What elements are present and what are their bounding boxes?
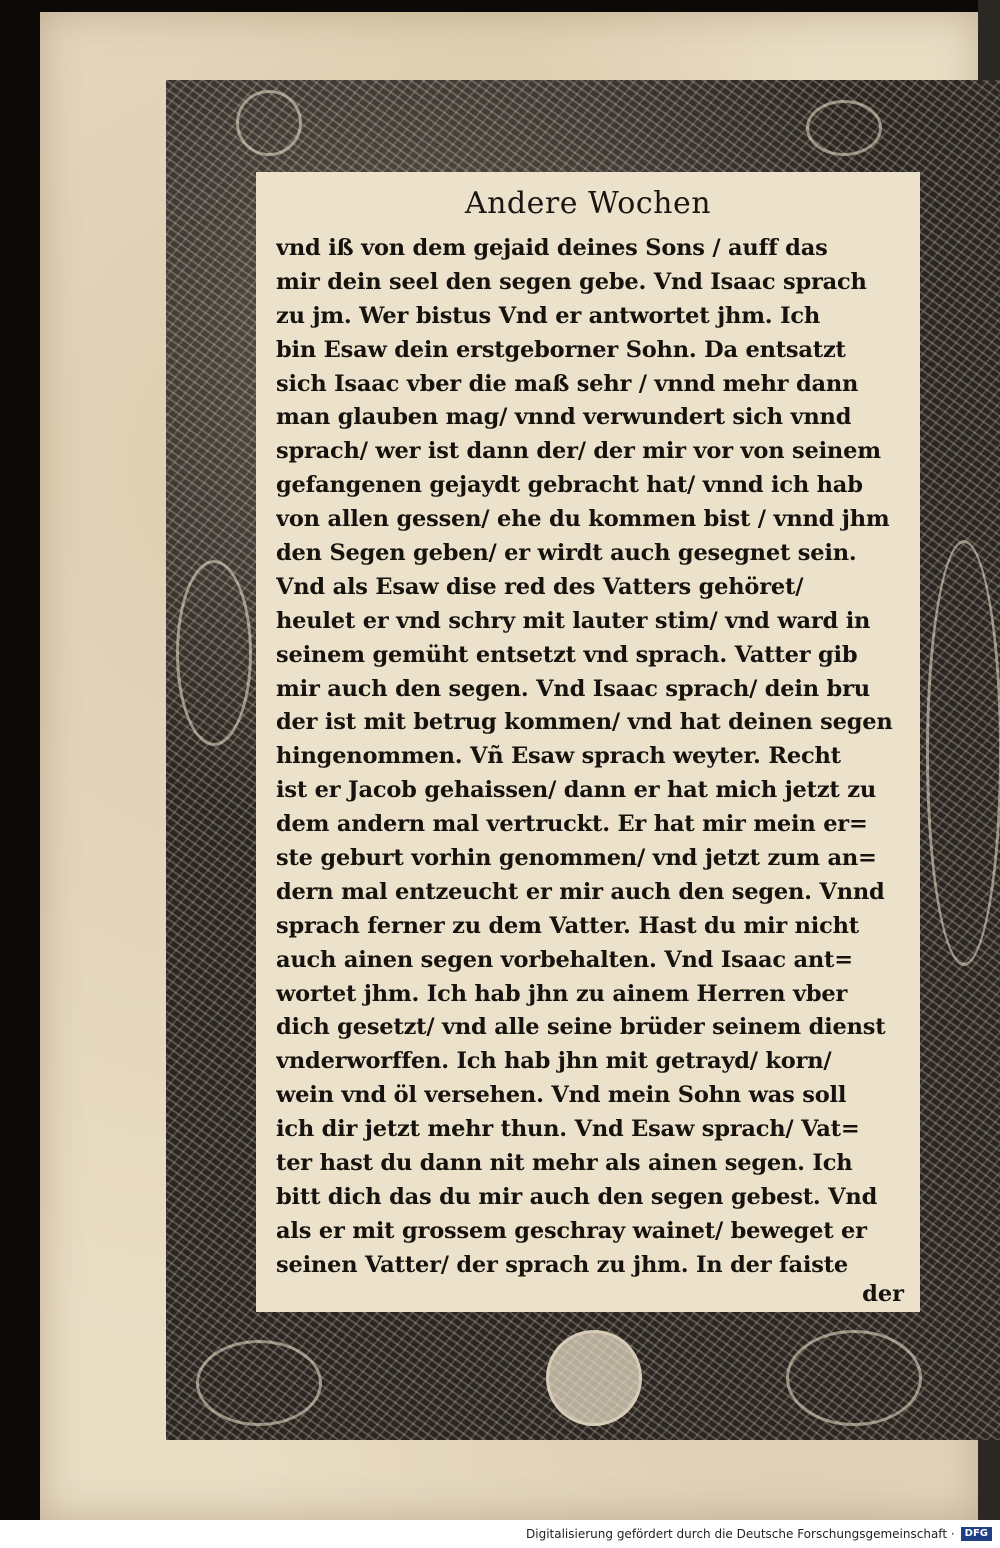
text-line: ich dir jetzt mehr thun. Vnd Esaw sprach/ Vat= bbox=[276, 1116, 860, 1143]
text-line: sprach/ wer ist dann der/ der mir vor von seinem bbox=[276, 438, 881, 465]
dfg-logo: DFG bbox=[961, 1527, 992, 1541]
text-line: seinen Vatter/ der sprach zu jhm. In der faiste bbox=[276, 1251, 849, 1278]
text-line: man glauben mag/ vnnd verwundert sich vnnd bbox=[276, 404, 852, 431]
text-line: von allen gessen/ ehe du kommen bist / vnnd jhm bbox=[276, 506, 890, 533]
text-line: auch ainen segen vorbehalten. Vnd Isaac ant= bbox=[276, 946, 853, 973]
text-line: dem andern mal vertruckt. Er hat mir mein er= bbox=[276, 811, 868, 838]
text-line: ist er Jacob gehaissen/ dann er hat mich jetzt zu bbox=[276, 777, 876, 804]
text-line: hingenommen. Vñ Esaw sprach weyter. Recht bbox=[276, 743, 841, 770]
text-line: mir auch den segen. Vnd Isaac sprach/ dein bru bbox=[276, 675, 870, 702]
text-line: sich Isaac vber die maß sehr / vnnd mehr dann bbox=[276, 370, 859, 397]
text-line: wein vnd öl versehen. Vnd mein Sohn was soll bbox=[276, 1082, 847, 1109]
text-line: dern mal entzeucht er mir auch den segen. Vnnd bbox=[276, 878, 885, 905]
text-line: Vnd als Esaw dise red des Vatters gehöret/ bbox=[276, 573, 804, 600]
text-line: heulet er vnd schry mit lauter stim/ vnd ward in bbox=[276, 607, 871, 634]
ornament-left-scroll bbox=[176, 560, 252, 746]
footer-text: Digitalisierung gefördert durch die Deutsche Forschungsgemeinschaft · bbox=[526, 1527, 955, 1541]
text-line: bitt dich das du mir auch den segen gebest. Vnd bbox=[276, 1183, 878, 1210]
running-head: Andere Wochen bbox=[464, 186, 712, 221]
text-line: mir dein seel den segen gebe. Vnd Isaac sprach bbox=[276, 268, 867, 295]
text-line: zu jm. Wer bistus Vnd er antwortet jhm. Ich bbox=[276, 302, 821, 329]
text-line: wortet jhm. Ich hab jhn zu ainem Herren vber bbox=[276, 980, 848, 1007]
catchword: der bbox=[862, 1281, 904, 1307]
text-line: gefangenen gejaydt gebracht hat/ vnnd ich hab bbox=[276, 472, 863, 499]
text-line: als er mit grossem geschray wainet/ beweget er bbox=[276, 1217, 867, 1244]
ornament-right-scroll bbox=[926, 540, 1000, 966]
text-line: ste geburt vorhin genommen/ vnd jetzt zum an= bbox=[276, 845, 877, 872]
text-line: ter hast du dann nit mehr als ainen segen. Ich bbox=[276, 1150, 853, 1177]
text-line: seinem gemüht entsetzt vnd sprach. Vatter gib bbox=[276, 641, 858, 668]
body-text bbox=[276, 232, 904, 1283]
text-line: vnd iß von dem gejaid deines Sons / auff das bbox=[276, 235, 828, 261]
ornament-top-left bbox=[236, 90, 302, 156]
ornament-bottom-left bbox=[196, 1340, 322, 1426]
text-line: sprach ferner zu dem Vatter. Hast du mir nicht bbox=[276, 912, 859, 939]
ornament-top-right bbox=[806, 100, 882, 156]
text-line: den Segen geben/ er wirdt auch gesegnet sein. bbox=[276, 540, 857, 567]
ornament-bottom-right bbox=[786, 1330, 922, 1426]
footer-credit bbox=[526, 1525, 992, 1543]
text-line: bin Esaw dein erstgeborner Sohn. Da entsatzt bbox=[276, 336, 846, 363]
text-line: vnderworffen. Ich hab jhn mit getrayd/ korn/ bbox=[276, 1048, 832, 1075]
text-line: dich gesetzt/ vnd alle seine brüder seinem dienst bbox=[276, 1014, 886, 1041]
ornament-bottom-sun bbox=[546, 1330, 642, 1426]
text-line: der ist mit betrug kommen/ vnd hat deinen segen bbox=[276, 709, 893, 736]
